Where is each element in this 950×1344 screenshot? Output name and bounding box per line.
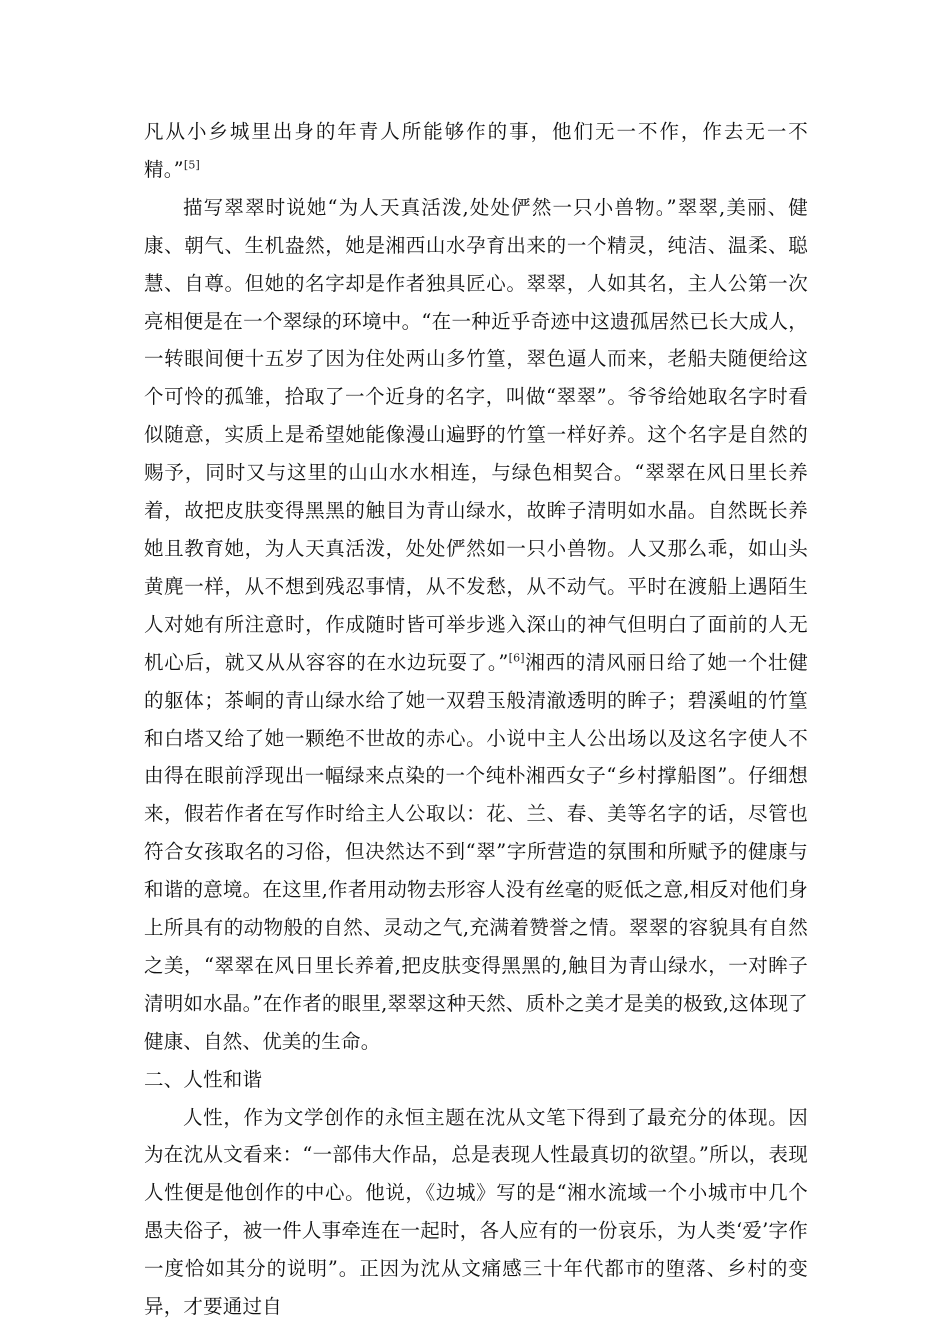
paragraph-3-text: 人性，作为文学创作的永恒主题在沈从文笔下得到了最充分的体现。因为在沈从文看来：“一部伟大作品，总是表现人性最真切的欲望。”所以，表现人性便是他创作的中心。他说，《边城》写的是“湘水流域一个小城市中几个愚夫俗子，被一件人事牵连在一起时，各人应有的一份哀乐，为人类‘爱’字作一度恰如其分的说明”。正因为沈从文痛感三十年代都市的堕落、乡村的变异，才要通过自 xyxy=(144,1105,808,1319)
paragraph-2-text-b: 湘西的清风丽日给了她一个壮健的躯体；茶峒的青山绿水给了她一双碧玉般清澈透明的眸子；碧溪岨的竹篁和白塔又给了她一颗绝不世故的赤心。小说中主人公出场以及这名字使人不由得在眼前浮现出一幅绿来点染的一个纯朴湘西女子“乡村撑船图”。仔细想来，假若作者在写作时给主人公取以：花、兰、春、美等名字的话，尽管也符合女孩取名的习俗，但决然达不到“翠”字所营造的氛围和所赋予的健康与和谐的意境。在这里,作者用动物去形容人没有丝毫的贬低之意,相反对他们身上所具有的动物般的自然、灵动之气,充满着赞誉之情。翠翠的容貌具有自然之美，“翠翠在风日里长养着,把皮肤变得黑黑的,触目为青山绿水，一对眸子清明如水晶。”在作者的眼里,翠翠这种天然、质朴之美才是美的极致,这体现了健康、自然、优美的生命。 xyxy=(144,650,808,1053)
body-text xyxy=(144,113,808,1326)
citation-5: [5] xyxy=(183,158,201,172)
paragraph-3 xyxy=(144,1099,808,1326)
paragraph-1-text: 凡从小乡城里出身的年青人所能够作的事，他们无一不作，作去无一不精。” xyxy=(144,120,808,181)
paragraph-1 xyxy=(144,113,808,189)
citation-6: [6] xyxy=(508,651,525,665)
paragraph-2 xyxy=(144,189,808,1061)
paragraph-2-text-a: 描写翠翠时说她“为人天真活泼,处处俨然一只小兽物。”翠翠,美丽、健康、朝气、生机盎然，她是湘西山水孕育出来的一个精灵，纯洁、温柔、聪慧、自尊。但她的名字却是作者独具匠心。翠翠，人如其名，主人公第一次亮相便是在一个翠绿的环境中。“在一种近乎奇迹中这遗孤居然已长大成人，一转眼间便十五岁了因为住处两山多竹篁，翠色逼人而来，老船夫随便给这个可怜的孤雏，拾取了一个近身的名字，叫做“翠翠”。爷爷给她取名字时看似随意，实质上是希望她能像漫山遍野的竹篁一样好养。这个名字是自然的赐予，同时又与这里的山山水水相连，与绿色相契合。“翠翠在风日里长养着，故把皮肤变得黑黑的触目为青山绿水，故眸子清明如水晶。自然既长养她且教育她，为人天真活泼，处处俨然如一只小兽物。人又那么乖，如山头黄麂一样，从不想到残忍事情，从不发愁，从不动气。平时在渡船上遇陌生人对她有所注意时，作成随时皆可举步逃入深山的神气但明白了面前的人无机心后，就又从从容容的在水边玩耍了。” xyxy=(144,195,808,674)
section-heading: 二、人性和谐 xyxy=(144,1067,263,1091)
